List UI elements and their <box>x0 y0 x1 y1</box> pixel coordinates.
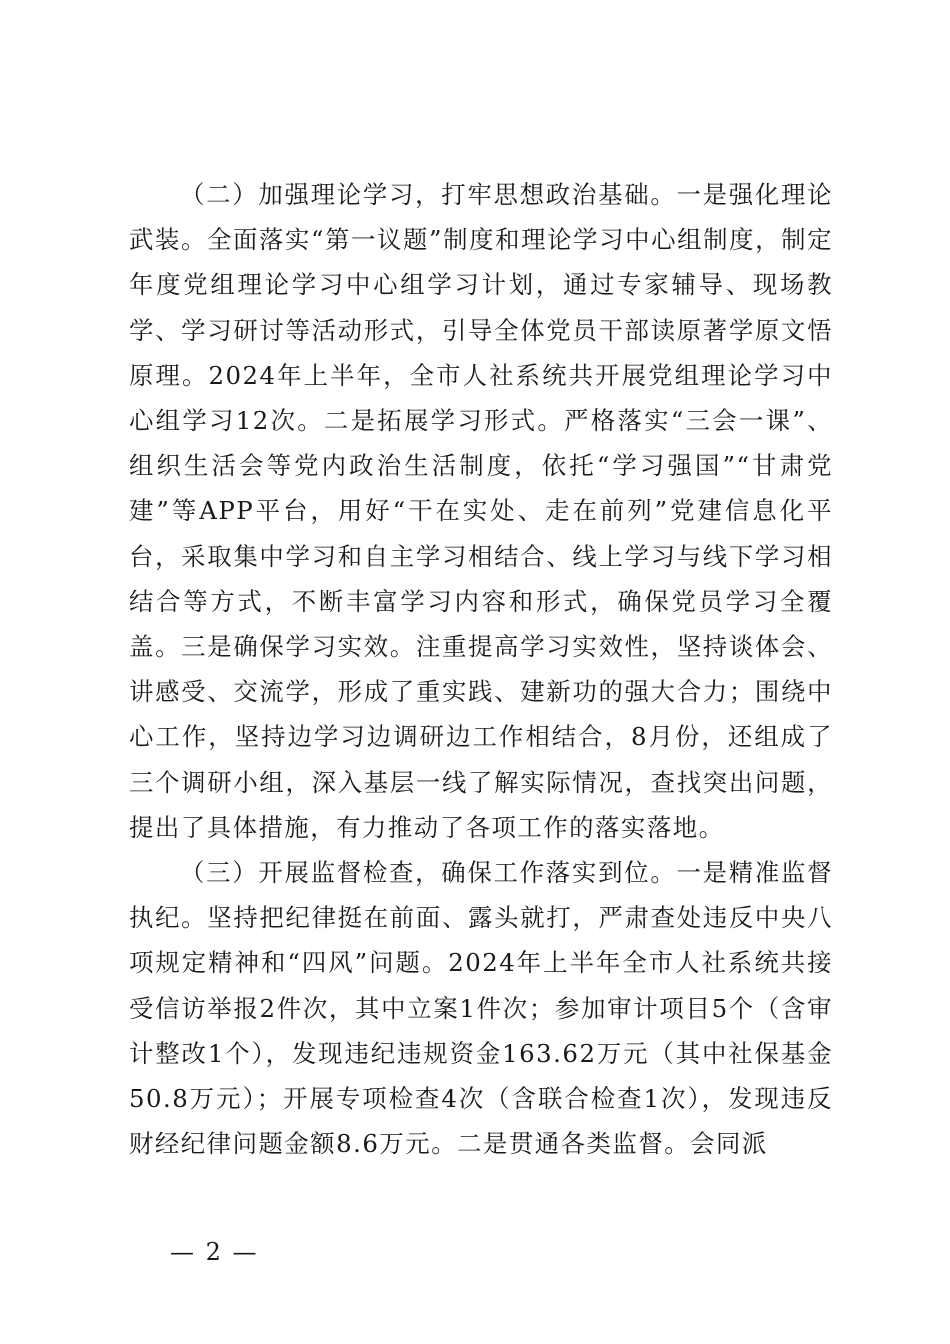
page-number: — 2 — <box>170 1238 259 1266</box>
paragraph-supervision-inspection: （三）开展监督检查，确保工作落实到位。一是精准监督执纪。坚持把纪律挺在前面、露头就打，严肃查处违反中央八项规定精神和“四风”问题。2024年上半年全市人社系统共接受信访举报2件次，其中立案1件次；参加审计项目5个（含审计整改1个），发现违纪违规资金163.62万元（其中社保基金50.8万元）；开展专项检查4次（含联合检查1次），发现违反财经纪律问题金额8.6万元。二是贯通各类监督。会同派 <box>129 858 833 1159</box>
document-body <box>129 172 833 1166</box>
paragraph-theory-study: （二）加强理论学习，打牢思想政治基础。一是强化理论武装。全面落实“第一议题”制度和理论学习中心组制度，制定年度党组理论学习中心组学习计划，通过专家辅导、现场教学、学习研讨等活动形式，引导全体党员干部读原著学原文悟原理。2024年上半年，全市人社系统共开展党组理论学习中心组学习12次。二是拓展学习形式。严格落实“三会一课”、组织生活会等党内政治生活制度，依托“学习强国”“甘肃党建”等APP平台，用好“干在实处、走在前列”党建信息化平台，采取集中学习和自主学习相结合、线上学习与线下学习相结合等方式，不断丰富学习内容和形式，确保党员学习全覆盖。三是确保学习实效。注重提高学习实效性，坚持谈体会、讲感受、交流学，形成了重实践、建新功的强大合力；围绕中心工作，坚持边学习边调研边工作相结合，8月份，还组成了三个调研小组，深入基层一线了解实际情况，查找突出问题，提出了具体措施，有力推动了各项工作的落实落地。 <box>129 180 833 842</box>
